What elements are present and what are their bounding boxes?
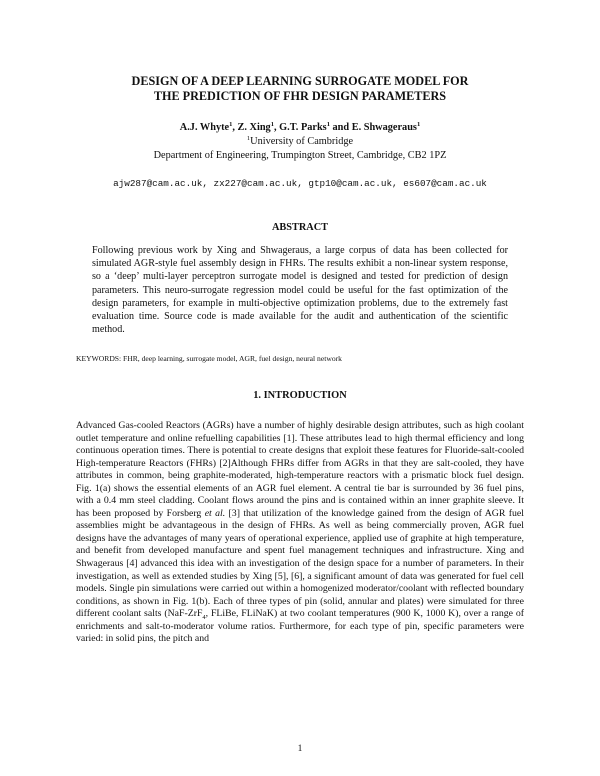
keywords: KEYWORDS: FHR, deep learning, surrogate model, AGR, fuel design, neural network	[76, 354, 342, 363]
affiliation-department: Department of Engineering, Trumpington Street, Cambridge, CB2 1PZ	[153, 150, 447, 161]
title-line-1: DESIGN OF A DEEP LEARNING SURROGATE MODEL FOR	[131, 74, 469, 88]
author-4: E. Shwageraus	[351, 122, 417, 133]
author-block	[76, 121, 524, 163]
page-number: 1	[297, 744, 303, 754]
author-3: G.T. Parks	[279, 122, 327, 133]
affiliation-university: $^1$University of Cambridge	[246, 135, 354, 147]
introduction-paragraph: Advanced Gas-cooled Reactors (AGRs) have a number of highly desirable design attributes, such as high coolant outlet temperature and online refuelling capabilities [1]. These attributes lead to high thermal efficiency and long continuous operation times. There is potential to create designs that exploit these features for Fluoride-salt-cooled High-temperature Reactors (FHRs) [2]Although FHRs differ from AGRs in that they are salt-cooled, they have attributes in common, being graphite-moderated, high-temperature reactors with a prismatic block fuel design. Fig. 1(a) shows the essential elements of an AGR fuel element. A central tie bar is surrounded by 36 fuel pins, with a 0.4 mm steel cladding. Coolant flows around the pins and is contained within an inner graphite sleeve. It has been proposed by Forsberg et al. [3] that utilization of the knowledge gained from the design of AGR fuel assemblies might be advantageous in the design of FHRs. As well as being commercially proven, AGR fuel designs have the advantages of many years of operational experience, applied use of graphite at high temperature, and benefit from developed manufacture and spent fuel management techniques and infrastructure. Xing and Shwageraus [4] advanced this idea with an investigation of the design space for a number of parameters. In their investigation, as well as extended studies by Xing [5], [6], a significant amount of data was generated for fuel cell models. Single pin simulations were carried out within a homogenized moderator/coolant with reflected boundary conditions, as shown in Fig. 1(b). Each of three types of pin (solid, annular and plates) were simulated for three different coolant salts (NaF-ZrF$_4$, FLiBe, FLiNaK) at two coolant temperatures (900 K, 1000 K), over a range of enrichments and salt-to-moderator volume ratios. Furthermore, for each type of pin, specific parameters were varied: in solid pins, the pitch and	[76, 420, 524, 645]
author-2: Z. Xing	[237, 122, 271, 133]
author-names: A.J. Whyte$^1$, Z. Xing$^1$, G.T. Parks$^1$ and E. Shwageraus$^1$	[179, 121, 421, 133]
author-emails: ajw287@cam.ac.uk, zx227@cam.ac.uk, gtp10@cam.ac.uk, es607@cam.ac.uk	[113, 178, 487, 189]
paper-title	[76, 74, 524, 104]
title-line-2: THE PREDICTION OF FHR DESIGN PARAMETERS	[153, 89, 447, 103]
section-heading-introduction: 1. INTRODUCTION	[253, 390, 347, 401]
abstract-text: Following previous work by Xing and Shwageraus, a large corpus of data has been collected for simulated AGR-style fuel assembly design in FHRs. The results exhibit a non-linear system response, so a ‘deep’ multi-layer perceptron surrogate model is designed and tested for prediction of design parameters. This neuro-surrogate regression model could be useful for the fast optimization of the design parameters, for example in multi-objective optimization problems, due to the extremely fast evaluation time. Source code is made available for the audit and authentication of the scientific method.	[92, 245, 508, 336]
abstract-heading: ABSTRACT	[271, 222, 329, 233]
author-1: A.J. Whyte	[179, 122, 230, 133]
